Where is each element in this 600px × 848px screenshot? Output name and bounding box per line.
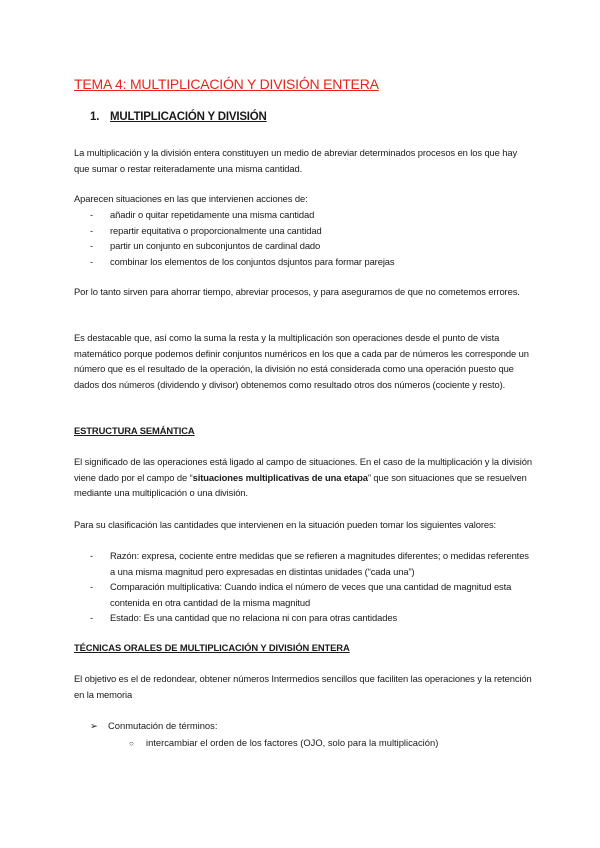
dash-bullet: - <box>90 240 94 252</box>
values-list <box>90 548 530 626</box>
dash-bullet: - <box>90 612 94 624</box>
circle-list-item: ○ intercambiar el orden de los factores (OJO, solo para la multiplicación) <box>129 735 438 752</box>
semantic-structure-heading: ESTRUCTURA SEMÁNTICA <box>74 425 195 436</box>
section-heading <box>90 111 267 123</box>
list-item: - añadir o quitar repetidamente una misma cantidad <box>90 207 530 223</box>
objective-paragraph: El objetivo es el de redondear, obtener números Intermedios sencillos que faciliten las operaciones y la retención en la memoria <box>74 673 532 700</box>
list-item: - Razón: expresa, cociente entre medidas que se refieren a magnitudes diferentes; o medidas referentes a una misma magnitud pero expresadas en distintas unidades (“cada una”) <box>90 550 529 577</box>
section-number: 1. <box>90 111 100 123</box>
circle-bullet-icon: ○ <box>129 739 134 748</box>
dash-bullet: - <box>90 255 94 267</box>
list-item: - Estado: Es una cantidad que no relaciona ni con para otras cantidades <box>90 610 530 626</box>
situations-list <box>90 207 530 269</box>
list-item: - combinar los elementos de los conjuntos dsjuntos para formar parejas <box>90 254 530 270</box>
semantic-paragraph: El significado de las operaciones está ligado al campo de situaciones. En el caso de la multiplicación y la división viene dado por el campo de “situaciones multiplicativas de una etapa” que son situaciones que se resuelven mediante una multiplicación o una división. <box>74 456 532 499</box>
division-paragraph: Es destacable que, así como la suma la resta y la multiplicación son operaciones desde el punto de vista matemático porque podemos definir conjuntos numéricos en los que a cada par de números les corresponde un número que es el resultado de la operación, la división no está considerada como una operación puesto que dados dos números (dividendo y divisor) obtenemos como resultado otros dos números (cociente y resto). <box>74 332 529 390</box>
situations-intro: Aparecen situaciones en las que intervienen acciones de: <box>74 193 308 204</box>
list-item: - Comparación multiplicativa: Cuando indica el número de veces que una cantidad de magnitud esta contenida en otra cantidad de la misma magnitud <box>90 581 512 608</box>
intro-paragraph: La multiplicación y la división entera constituyen un medio de abreviar determinados procesos en los que hay que sumar o restar reiteradamente una misma cantidad. <box>74 147 518 174</box>
dash-bullet: - <box>90 550 94 561</box>
purpose-paragraph: Por lo tanto sirven para ahorrar tiempo, abreviar procesos, y para asegurarnos de que no cometemos errores. <box>74 286 520 297</box>
document-title: TEMA 4: MULTIPLICACIÓN Y DIVISIÓN ENTERA <box>74 76 379 92</box>
arrow-bullet-icon: ➢ <box>90 720 98 731</box>
emphasis-text: situaciones multiplicativas de una etapa <box>192 471 368 483</box>
list-item: - partir un conjunto en subconjuntos de cardinal dado <box>90 238 530 254</box>
arrow-list-item: ➢ Conmutación de términos: <box>90 718 217 734</box>
section-label: MULTIPLICACIÓN Y DIVISIÓN <box>110 111 267 123</box>
oral-techniques-heading: TÉCNICAS ORALES DE MULTIPLICACIÓN Y DIVISIÓN ENTERA <box>74 642 350 653</box>
dash-bullet: - <box>90 581 94 593</box>
dash-bullet: - <box>90 224 94 236</box>
classification-paragraph: Para su clasificación las cantidades que intervienen en la situación pueden tomar los siguientes valores: <box>74 519 497 530</box>
list-item: - repartir equitativa o proporcionalmente una cantidad <box>90 223 530 239</box>
dash-bullet: - <box>90 209 94 220</box>
